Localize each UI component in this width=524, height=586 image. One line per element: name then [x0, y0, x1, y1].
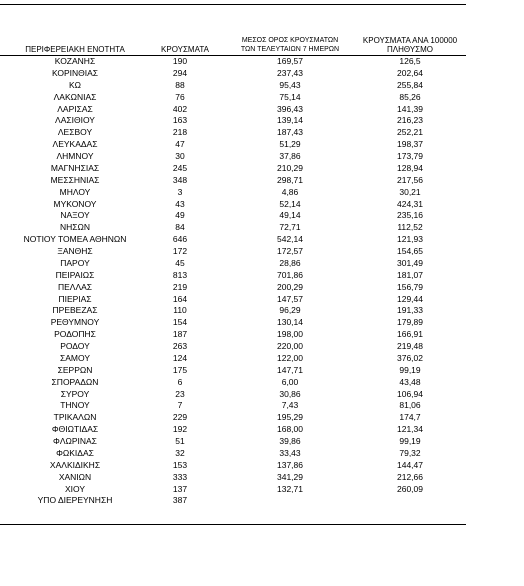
- cell-cases: 187: [172, 329, 188, 340]
- table-row: [0, 353, 466, 365]
- cell-region: ΛΑΣΙΘΙΟΥ: [55, 115, 95, 126]
- table-row: [0, 365, 466, 377]
- table-row: [0, 317, 466, 329]
- cell-seven-day-average: 7,43: [281, 400, 299, 411]
- cell-per-100k: 156,79: [397, 281, 423, 292]
- cell-cases: 6: [177, 376, 183, 387]
- cell-seven-day-average: 210,29: [277, 162, 303, 173]
- cell-cases: 164: [172, 293, 188, 304]
- cell-seven-day-average: 28,86: [279, 257, 301, 268]
- table-row: [0, 104, 466, 116]
- cell-seven-day-average: 122,00: [277, 352, 303, 363]
- header-cases: ΚΡΟΥΣΜΑΤΑ: [161, 45, 209, 54]
- cell-per-100k: 99,19: [399, 436, 421, 446]
- cell-region: ΣΠΟΡΑΔΩΝ: [51, 376, 99, 387]
- cell-per-100k: 252,21: [397, 127, 423, 138]
- cell-region: ΣΑΜΟΥ: [59, 352, 90, 363]
- cell-per-100k: 260,09: [397, 483, 423, 494]
- cell-per-100k: 424,31: [397, 198, 423, 209]
- table-row: [0, 484, 466, 496]
- cell-region: ΜΗΛΟΥ: [59, 186, 91, 197]
- header-region: ΠΕΡΙΦΕΡΕΙΑΚΗ ΕΝΟΤΗΤΑ: [25, 45, 125, 54]
- table-row: [0, 282, 466, 294]
- cell-per-100k: 202,64: [397, 67, 423, 78]
- table-row: [0, 448, 466, 460]
- cell-region: ΠΙΕΡΙΑΣ: [58, 293, 92, 304]
- cell-region: ΝΗΣΩΝ: [59, 222, 91, 233]
- cell-cases: 813: [172, 269, 188, 280]
- cell-seven-day-average: 168,00: [277, 424, 303, 435]
- cell-cases: 84: [175, 222, 185, 233]
- cell-seven-day-average: 96,29: [279, 305, 301, 316]
- cell-per-100k: 255,84: [397, 79, 423, 90]
- cell-per-100k: 235,16: [397, 210, 423, 221]
- table-row: [0, 234, 466, 246]
- table-row: [0, 436, 466, 448]
- cell-region: ΡΕΘΥΜΝΟΥ: [50, 317, 100, 328]
- cell-cases: 348: [172, 174, 188, 185]
- cell-seven-day-average: 37,86: [279, 151, 301, 161]
- cell-seven-day-average: 132,71: [277, 483, 303, 494]
- cell-per-100k: 112,52: [397, 222, 423, 233]
- cell-per-100k: 166,91: [397, 329, 423, 340]
- cell-per-100k: 212,66: [397, 471, 423, 482]
- table-row: [0, 127, 466, 139]
- cell-per-100k: 81,06: [399, 400, 421, 411]
- cell-cases: 76: [175, 91, 185, 102]
- header-seven-day-average-line1: ΜΕΣΟΣ ΟΡΟΣ ΚΡΟΥΣΜΑΤΩΝ: [241, 37, 339, 44]
- cell-seven-day-average: 4,86: [281, 186, 299, 197]
- cell-cases: 263: [172, 341, 188, 351]
- cell-cases: 110: [173, 305, 187, 316]
- cell-region: ΞΑΝΘΗΣ: [57, 246, 93, 256]
- table-row: [0, 210, 466, 222]
- table-row: [0, 294, 466, 306]
- cell-per-100k: 179,89: [397, 317, 423, 328]
- table-row: [0, 305, 466, 317]
- cell-region: ΝΑΞΟΥ: [60, 210, 90, 221]
- cell-seven-day-average: 298,71: [277, 174, 303, 185]
- table-row: [0, 412, 466, 424]
- cell-per-100k: 217,56: [397, 174, 423, 185]
- cell-seven-day-average: 30,86: [279, 388, 301, 399]
- cell-cases: 153: [172, 459, 188, 470]
- cell-per-100k: 174,7: [399, 412, 421, 423]
- cell-seven-day-average: 52,14: [279, 198, 301, 209]
- cell-per-100k: 154,65: [397, 246, 423, 256]
- header-seven-day-average: [225, 36, 355, 54]
- table-row: [0, 246, 466, 258]
- header-cases-per-100k: [350, 36, 470, 54]
- cell-seven-day-average: 49,14: [279, 210, 301, 221]
- cell-cases: 88: [175, 79, 185, 90]
- cell-per-100k: 173,79: [397, 151, 423, 161]
- cell-cases: 124: [172, 352, 188, 363]
- cell-cases: 218: [172, 127, 188, 138]
- header-cases-per-100k-line1: ΚΡΟΥΣΜΑΤΑ ΑΝΑ 100000: [362, 36, 458, 45]
- top-divider: [0, 4, 466, 5]
- cell-per-100k: 99,19: [399, 364, 421, 375]
- cell-cases: 51: [175, 436, 185, 446]
- cell-region: ΦΛΩΡΙΝΑΣ: [53, 436, 97, 446]
- cell-region: ΦΩΚΙΔΑΣ: [56, 447, 94, 458]
- cell-seven-day-average: 701,86: [277, 269, 303, 280]
- cell-cases: 219: [172, 281, 188, 292]
- cell-per-100k: 216,23: [397, 115, 423, 126]
- cell-region: ΛΕΥΚΑΔΑΣ: [52, 139, 98, 150]
- table-row: [0, 389, 466, 401]
- cell-seven-day-average: 147,57: [277, 293, 303, 304]
- cell-region: ΣΕΡΡΩΝ: [57, 364, 93, 375]
- cell-region: ΧΑΛΚΙΔΙΚΗΣ: [49, 459, 101, 470]
- cell-seven-day-average: 200,29: [277, 281, 303, 292]
- cell-cases: 387: [172, 495, 188, 506]
- cell-per-100k: 79,32: [399, 447, 421, 458]
- cell-seven-day-average: 169,57: [277, 56, 303, 66]
- cell-seven-day-average: 139,14: [277, 115, 303, 126]
- cell-region: ΜΑΓΝΗΣΙΑΣ: [50, 162, 100, 173]
- table-row: [0, 92, 466, 104]
- cell-seven-day-average: 33,43: [279, 447, 301, 458]
- cell-region: ΜΕΣΣΗΝΙΑΣ: [50, 174, 100, 185]
- cell-region: ΤΡΙΚΑΛΩΝ: [53, 412, 97, 423]
- table-row: [0, 400, 466, 412]
- cell-cases: 172: [172, 246, 188, 256]
- cell-seven-day-average: 187,43: [277, 127, 303, 138]
- cell-per-100k: 219,48: [397, 341, 423, 351]
- table-row: [0, 68, 466, 80]
- cell-per-100k: 191,33: [397, 305, 423, 316]
- cell-region: ΡΟΔΟΠΗΣ: [54, 329, 96, 340]
- table-row: [0, 424, 466, 436]
- cell-seven-day-average: 75,14: [279, 91, 301, 102]
- table-row: [0, 329, 466, 341]
- cell-cases: 137: [172, 483, 188, 494]
- cell-cases: 402: [172, 103, 188, 114]
- cell-region: ΚΩ: [68, 79, 82, 90]
- table-row: [0, 341, 466, 353]
- cell-seven-day-average: 198,00: [277, 329, 303, 340]
- cell-region: ΝΟΤΙΟΥ ΤΟΜΕΑ ΑΘΗΝΩΝ: [23, 234, 127, 245]
- cell-per-100k: 376,02: [397, 352, 423, 363]
- table-row: [0, 56, 466, 68]
- cell-region: ΛΑΚΩΝΙΑΣ: [53, 91, 97, 102]
- cell-per-100k: 144,47: [397, 459, 423, 470]
- cell-seven-day-average: 95,43: [279, 79, 301, 90]
- cell-seven-day-average: 51,29: [279, 139, 301, 150]
- cell-per-100k: 126,5: [399, 56, 421, 66]
- cell-seven-day-average: 6,00: [281, 376, 299, 387]
- table-row: [0, 187, 466, 199]
- cell-per-100k: 198,37: [397, 139, 423, 150]
- table-row: [0, 222, 466, 234]
- cell-cases: 245: [172, 162, 188, 173]
- cell-cases: 3: [177, 186, 183, 197]
- cell-cases: 333: [172, 471, 188, 482]
- cell-per-100k: 43,48: [399, 376, 421, 387]
- cell-per-100k: 181,07: [397, 269, 423, 280]
- cell-cases: 7: [177, 400, 183, 411]
- cell-seven-day-average: 396,43: [277, 103, 303, 114]
- cell-cases: 163: [172, 115, 188, 126]
- cell-cases: 646: [172, 234, 188, 245]
- cell-cases: 175: [172, 364, 188, 375]
- cell-cases: 192: [172, 424, 188, 435]
- cell-region: ΛΗΜΝΟΥ: [56, 151, 94, 161]
- cell-per-100k: 106,94: [397, 388, 423, 399]
- table-row: [0, 151, 466, 163]
- cell-cases: 45: [175, 257, 185, 268]
- cell-per-100k: 85,26: [399, 91, 421, 102]
- cell-cases: 294: [172, 67, 188, 78]
- cell-region: ΛΑΡΙΣΑΣ: [57, 103, 93, 114]
- table-row: [0, 460, 466, 472]
- cell-region: ΡΟΔΟΥ: [60, 341, 90, 351]
- cell-seven-day-average: 137,86: [277, 459, 303, 470]
- cell-per-100k: 121,34: [397, 424, 423, 435]
- table-row: [0, 258, 466, 270]
- cell-region: ΦΘΙΩΤΙΔΑΣ: [51, 424, 99, 435]
- cell-seven-day-average: 341,29: [277, 471, 303, 482]
- table-row: [0, 115, 466, 127]
- cell-region: ΧΑΝΙΩΝ: [58, 471, 92, 482]
- table-row: [0, 270, 466, 282]
- cell-per-100k: 141,39: [397, 103, 423, 114]
- cell-cases: 30: [175, 151, 185, 161]
- cell-seven-day-average: 237,43: [277, 67, 303, 78]
- cell-region: ΛΕΣΒΟΥ: [57, 127, 93, 138]
- cell-seven-day-average: 72,71: [279, 222, 301, 233]
- cell-seven-day-average: 195,29: [277, 412, 303, 423]
- table-row: [0, 80, 466, 92]
- table-body: [0, 56, 466, 507]
- cell-cases: 32: [175, 447, 185, 458]
- cell-region: ΤΗΝΟΥ: [60, 400, 90, 411]
- cell-region: ΚΟΡΙΝΘΙΑΣ: [51, 67, 99, 78]
- header-seven-day-average-line2: ΤΩΝ ΤΕΛΕΥΤΑΙΩΝ 7 ΗΜΕΡΩΝ: [240, 46, 340, 53]
- table-row: [0, 163, 466, 175]
- cell-region: ΠΡΕΒΕΖΑΣ: [52, 305, 98, 316]
- cell-seven-day-average: 542,14: [277, 234, 303, 245]
- cell-per-100k: 121,93: [397, 234, 423, 245]
- table-row: [0, 199, 466, 211]
- header-cases-per-100k-line2: ΠΛΗΘΥΣΜΟ: [386, 45, 434, 54]
- cell-cases: 190: [172, 56, 188, 66]
- cell-seven-day-average: 39,86: [279, 436, 301, 446]
- cell-region: ΚΟΖΑΝΗΣ: [54, 56, 96, 66]
- cell-region: ΥΠΟ ΔΙΕΡΕΥΝΗΣΗ: [37, 495, 113, 506]
- cell-region: ΠΕΙΡΑΙΩΣ: [55, 269, 95, 280]
- cell-region: ΠΕΛΛΑΣ: [57, 281, 93, 292]
- table-row: [0, 377, 466, 389]
- table-row: [0, 472, 466, 484]
- cell-per-100k: 30,21: [399, 186, 421, 197]
- cell-cases: 23: [175, 388, 185, 399]
- table-row: [0, 175, 466, 187]
- cell-region: ΜΥΚΟΝΟΥ: [53, 198, 97, 209]
- cell-cases: 154: [172, 317, 188, 328]
- cell-seven-day-average: 172,57: [277, 246, 303, 256]
- cell-region: ΠΑΡΟΥ: [60, 257, 90, 268]
- cell-per-100k: 301,49: [397, 257, 423, 268]
- bottom-divider: [0, 524, 466, 525]
- table-row: [0, 139, 466, 151]
- cell-cases: 229: [172, 412, 188, 423]
- cell-seven-day-average: 130,14: [277, 317, 303, 328]
- table-row: [0, 495, 466, 507]
- cell-per-100k: 129,44: [397, 293, 423, 304]
- cell-cases: 43: [175, 198, 185, 209]
- cell-cases: 47: [175, 139, 185, 150]
- cell-region: ΣΥΡΟΥ: [60, 388, 90, 399]
- cell-per-100k: 128,94: [397, 162, 423, 173]
- cell-region: ΧΙΟΥ: [64, 483, 86, 494]
- cell-seven-day-average: 147,71: [277, 364, 303, 375]
- cell-seven-day-average: 220,00: [277, 341, 303, 351]
- cell-cases: 49: [175, 210, 185, 221]
